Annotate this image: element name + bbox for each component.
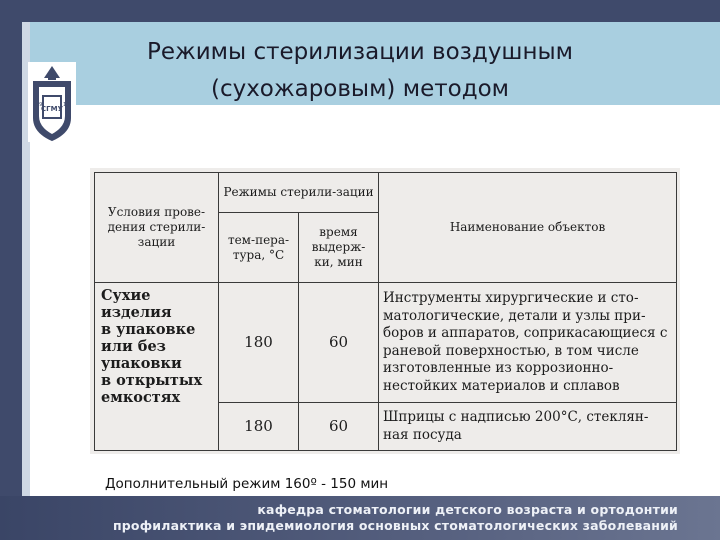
conditions-line: или без (101, 338, 166, 355)
row1-objects: Инструменты хирургические и сто-матологические, детали и узлы при-боров и аппаратов, соприкасающиеся с раневой поверхностью, в том числе изготовленные из коррозионно-нестойких материалов и сплавов (379, 283, 677, 403)
svg-text:СГМУ: СГМУ (41, 105, 63, 113)
row1-time: 60 (299, 283, 379, 403)
conditions-line: в открытых (101, 372, 203, 389)
page-title (90, 34, 630, 108)
row1-temperature: 180 (219, 283, 299, 403)
additional-mode-note: Дополнительный режим 160º - 150 мин (105, 476, 389, 492)
header-modes: Режимы стерили-зации (219, 173, 379, 213)
page-title-line-1: Режимы стерилизации воздушным (146, 39, 574, 65)
footer-subject: профилактика и эпидемиология основных стоматологических заболеваний (112, 518, 678, 533)
row2-temperature: 180 (219, 403, 299, 451)
page-title-line-2: (сухожаровым) методом (210, 76, 510, 102)
conditions-line: Сухие (101, 287, 151, 304)
header-time: время выдерж-ки, мин (299, 213, 379, 283)
svg-text:19: 19 (36, 102, 43, 108)
row2-objects: Шприцы с надписью 200°С, стеклян-ная посуда (379, 403, 677, 451)
sterilization-modes-table (94, 172, 677, 451)
header-temperature: тем-пера-тура, °С (219, 213, 299, 283)
university-crest-icon (26, 60, 78, 144)
conditions-line: в упаковке (101, 321, 196, 338)
footer-department: кафедра стоматологии детского возраста и ортодонтии (257, 502, 678, 517)
header-conditions: Условия прове-дения стерили-зации (95, 173, 219, 283)
top-border (0, 0, 720, 22)
conditions-line: упаковки (101, 355, 182, 372)
conditions-cell (95, 283, 219, 451)
header-objects: Наименование объектов (379, 173, 677, 283)
left-border (0, 0, 22, 540)
conditions-line: изделия (101, 304, 172, 321)
svg-text:13: 13 (63, 102, 70, 108)
conditions-line: емкостях (101, 389, 181, 406)
row2-time: 60 (299, 403, 379, 451)
